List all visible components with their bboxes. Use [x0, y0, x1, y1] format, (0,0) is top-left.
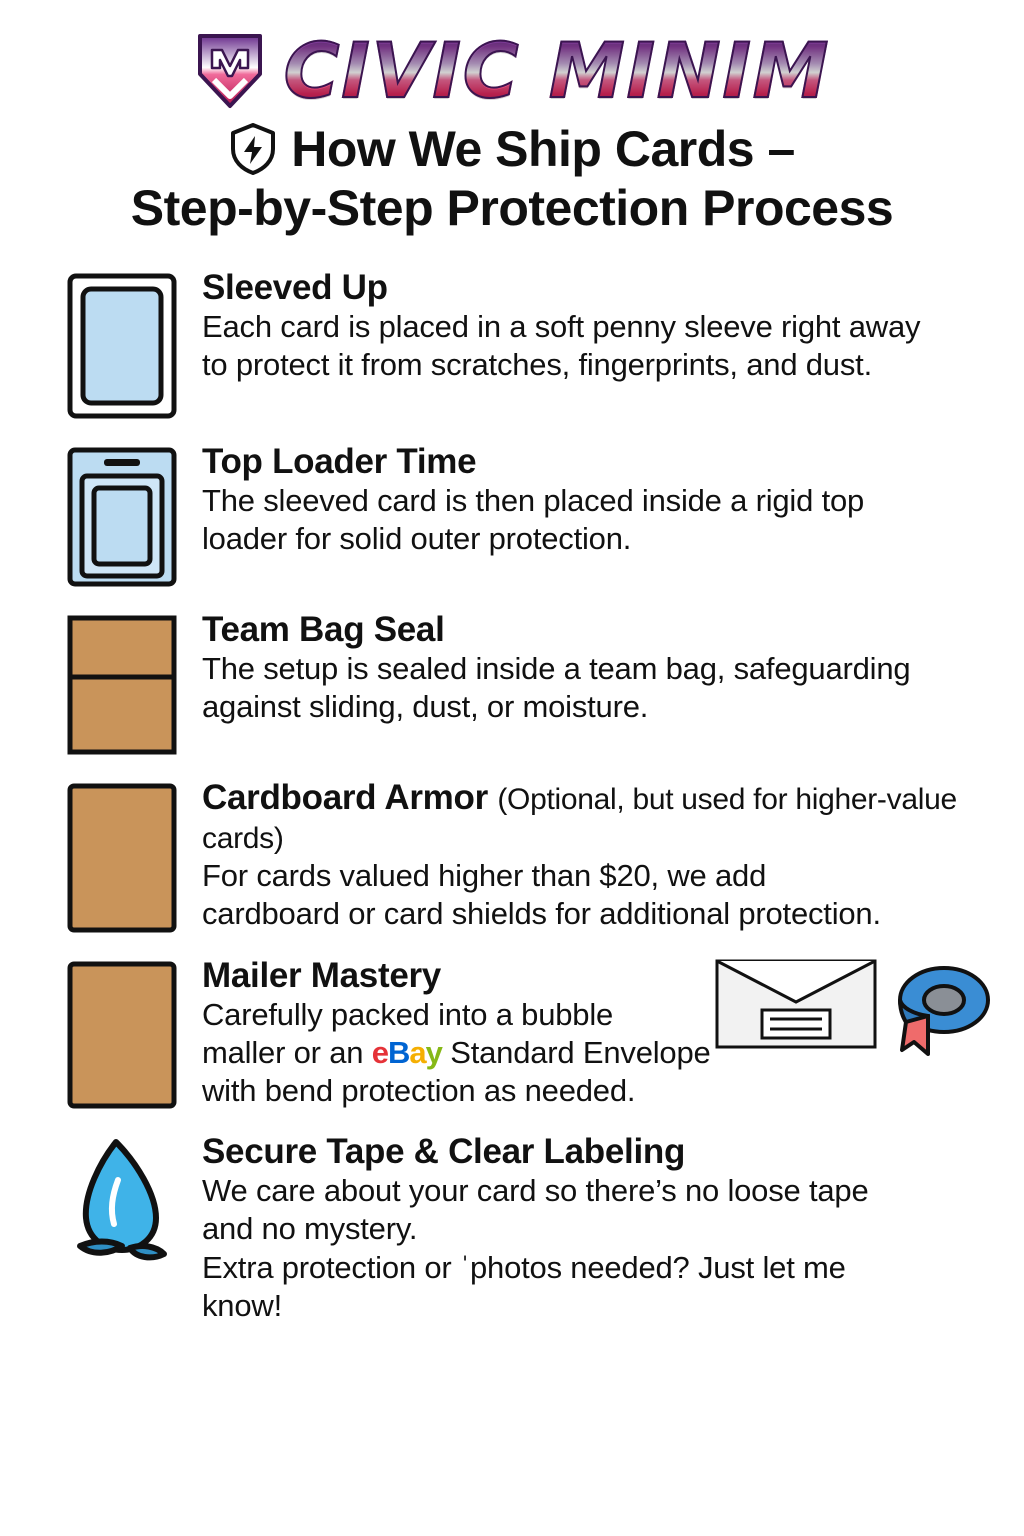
- step-body: The setup is sealed inside a team bag, safeguarding against sliding, dust, or moisture.: [202, 650, 911, 724]
- mailer-line2-pre: maller or an: [202, 1034, 372, 1070]
- civic-minim-shield-logo-icon: [194, 32, 266, 110]
- top-loader-icon: [64, 442, 180, 588]
- step-top-loader: [64, 442, 998, 588]
- step-heading: Secure Tape & Clear Labeling: [202, 1132, 686, 1172]
- penny-sleeve-card-icon: [64, 268, 180, 420]
- envelope-icon: [714, 958, 878, 1050]
- brand-header: [0, 0, 1024, 115]
- mailer-line2-post: Standard Envelope: [441, 1034, 711, 1070]
- page-title: [0, 122, 1024, 238]
- title-line-1: How We Ship Cards –: [291, 120, 795, 177]
- step-cardboard-armor: [64, 778, 998, 934]
- tape-dispenser-icon: [64, 1132, 180, 1266]
- step-secure-tape: [64, 1132, 998, 1325]
- step-heading-sub: (Optional, but used for higher-value cards): [202, 782, 957, 855]
- tape-roll-icon: [888, 958, 996, 1062]
- step-heading-main: Cardboard Armor: [202, 777, 488, 817]
- step-body: Carefully packed into a bubble maller or an eBay Standard Envelope with bend protection as needed.: [202, 996, 711, 1108]
- step-heading: [202, 778, 998, 856]
- title-line-2: Step-by-Step Protection Process: [130, 180, 894, 236]
- shield-bolt-icon: [229, 122, 277, 176]
- steps-list: [0, 268, 1024, 1325]
- step-body: The sleeved card is then placed inside a rigid top loader for solid outer protection.: [202, 482, 865, 556]
- team-bag-icon: [64, 610, 180, 756]
- step-heading: Mailer Mastery: [202, 955, 441, 995]
- step-heading: Top Loader Time: [202, 441, 477, 481]
- step-body: We care about your card so there’s no loose tape and no mystery. Extra protection or ˈphotos needed? Just let me know!: [202, 1173, 869, 1323]
- step-body: Each card is placed in a soft penny sleeve right away to protect it from scratches, fingerprints, and dust.: [202, 308, 921, 382]
- brand-wordmark: CIVIC MINIM: [283, 26, 831, 115]
- ebay-brand: eBay: [371, 1034, 442, 1070]
- step-heading: Sleeved Up: [202, 267, 388, 307]
- mailer-card-icon: [64, 956, 180, 1110]
- cardboard-armor-icon: [64, 778, 180, 934]
- step-mailer-mastery: [64, 956, 998, 1111]
- step-sleeved-up: [64, 268, 998, 420]
- step-team-bag: [64, 610, 998, 756]
- step-heading: Team Bag Seal: [202, 609, 445, 649]
- step-body: For cards valued higher than $20, we add cardboard or card shields for additional protection.: [202, 857, 881, 931]
